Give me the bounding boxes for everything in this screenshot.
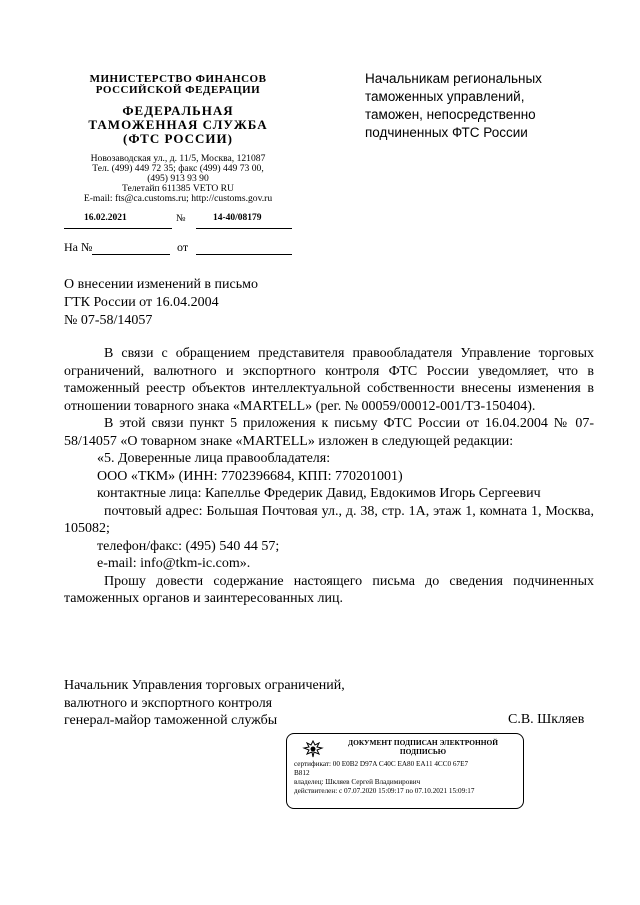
stamp-details: [294, 760, 520, 796]
fts-header: [58, 104, 298, 146]
electronic-signature-stamp: [286, 733, 524, 809]
signatory-name: С.В. Шкляев: [508, 712, 585, 727]
letter-subject: [64, 276, 258, 330]
signatory-line-1: Начальник Управления торговых ограничений,: [64, 678, 345, 693]
stamp-title-line-2: ПОДПИСЬЮ: [399, 746, 447, 756]
number-sign: №: [176, 213, 186, 224]
stamp-validity: действителен: с 07.07.2020 15:09:17 по 07.10.2021 15:09:17: [294, 787, 475, 795]
ministry-header: [58, 74, 298, 96]
body-paragraph-5: контактные лица: Капеллье Фредерик Давид, Евдокимов Игорь Сергеевич: [97, 486, 541, 501]
emblem-icon: [301, 739, 325, 759]
body-paragraph-7: телефон/факс: (495) 540 44 57;: [97, 538, 280, 554]
body-paragraph-1: В связи с обращением представителя правообладателя Управление торговых ограничений, валютного и экспортного контроля ФТС России уведомляет, что в таможенный реестр объектов интеллектуальной собственности внесены изменения в отношении товарного знака «MARTELL» (рег. № 00059/00012-001/ТЗ-150404).: [64, 346, 594, 414]
address-line-5: E-mail: fts@ca.customs.ru; http://customs.gov.ru: [83, 193, 273, 204]
addressee-line-1: Начальникам региональных: [365, 71, 542, 86]
fts-line-1: ФЕДЕРАЛЬНАЯ: [122, 103, 234, 118]
stamp-title-line-1: ДОКУМЕНТ ПОДПИСАН ЭЛЕКТРОННОЙ: [348, 738, 498, 747]
fts-line-3: (ФТС РОССИИ): [123, 131, 233, 146]
stamp-title: [329, 739, 517, 756]
address-line-1: Новозаводская ул., д. 11/5, Москва, 121087: [90, 153, 266, 164]
reference-date-underline: [196, 254, 292, 255]
number-underline: [196, 228, 292, 229]
letter-body: [64, 345, 594, 608]
stamp-certificate-cont: B812: [294, 769, 310, 777]
reference-date-label: от: [177, 240, 189, 254]
addressee-line-2: таможенных управлений,: [365, 89, 525, 104]
body-paragraph-2: В этой связи пункт 5 приложения к письму ФТС России от 16.04.2004 № 07-58/14057 «О товарном знаке «MARTELL» изложен в следующей редакции:: [64, 416, 594, 449]
stamp-certificate: сертификат: 00 E0B2 D97A C40C EA80 EA11 4CC0 67E7: [294, 760, 469, 768]
addressee-line-3: таможен, непосредственно: [365, 107, 536, 122]
signatory-line-2: валютного и экспортного контроля: [64, 695, 273, 711]
address-line-4: Телетайп 611385 VETO RU: [122, 183, 234, 194]
address-line-2: Тел. (499) 449 72 35; факс (499) 449 73 00,: [92, 163, 264, 174]
body-paragraph-4: ООО «ТКМ» (ИНН: 7702396684, КПП: 770201001): [97, 468, 403, 484]
date-underline: [64, 228, 172, 229]
subject-line-2: ГТК России от 16.04.2004: [64, 295, 219, 310]
body-paragraph-9: Прошу довести содержание настоящего письма до сведения подчиненных таможенных органов и заинтересованных лиц.: [64, 573, 594, 606]
body-paragraph-8: e-mail: info@tkm-ic.com».: [97, 556, 251, 571]
body-paragraph-3: «5. Доверенные лица правообладателя:: [97, 451, 331, 466]
reference-number-underline: [92, 254, 170, 255]
registration-date: 16.02.2021: [84, 213, 127, 223]
subject-line-1: О внесении изменений в письмо: [64, 277, 258, 292]
body-paragraph-6: почтовый адрес: Большая Почтовая ул., д. 38, стр. 1А, этаж 1, комната 1, Москва, 105082;: [64, 503, 594, 536]
ministry-line-2: РОССИЙСКОЙ ФЕДЕРАЦИИ: [95, 84, 261, 96]
signatory-title: [64, 677, 345, 730]
registration-number: 14-40/08179: [213, 213, 262, 223]
subject-line-3: № 07-58/14057: [64, 313, 153, 328]
signatory-line-3: генерал-майор таможенной службы: [64, 713, 278, 728]
addressee-block: [365, 70, 605, 142]
fts-line-2: ТАМОЖЕННАЯ СЛУЖБА: [88, 117, 268, 132]
ministry-line-1: МИНИСТЕРСТВО ФИНАНСОВ: [89, 73, 267, 85]
address-line-3: (495) 913 93 90: [147, 173, 209, 184]
stamp-owner: владелец: Шкляев Сергей Владимирович: [294, 778, 421, 786]
addressee-line-4: подчиненных ФТС России: [365, 125, 528, 140]
fts-address-block: [58, 154, 298, 204]
reference-number-label: На №: [64, 240, 93, 254]
